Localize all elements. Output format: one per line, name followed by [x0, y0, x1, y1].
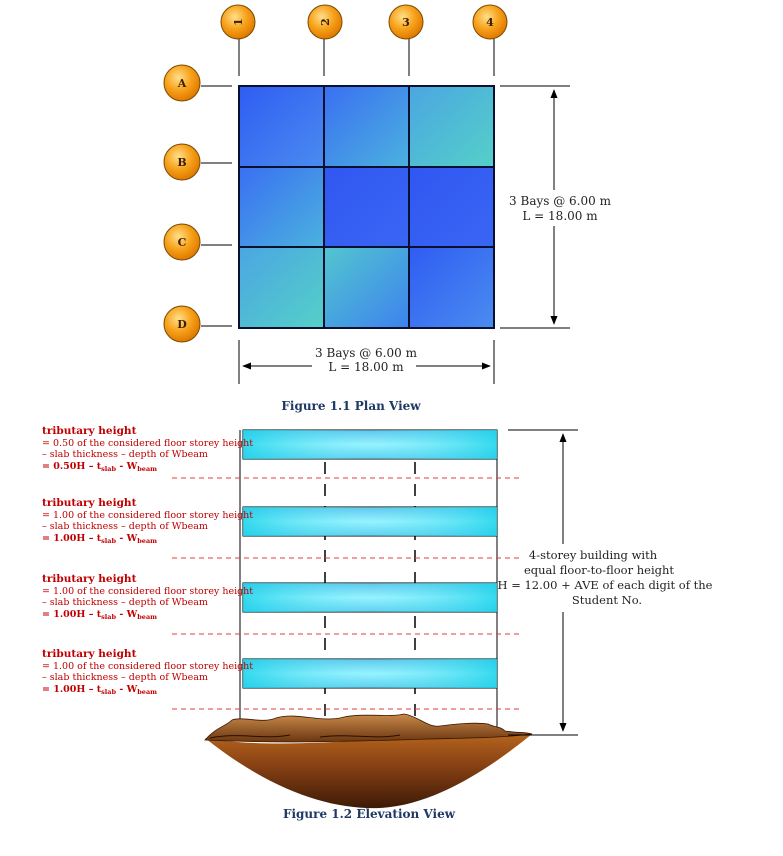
tributary-note-2	[42, 497, 253, 545]
trib-2-title: tributary height	[42, 497, 137, 509]
column-bubble-3	[389, 5, 423, 39]
row-bubble-d	[164, 306, 200, 342]
dim-bottom-line2: L = 18.00 m	[328, 360, 404, 374]
plan-caption: Figure 1.1 Plan View	[281, 399, 421, 413]
note-line1: 4-storey building with	[528, 548, 658, 562]
row-bubble-b	[164, 144, 200, 180]
tributary-note-4	[42, 648, 253, 696]
building-height-note	[498, 548, 713, 607]
floor-slab-roof	[243, 430, 497, 459]
trib-4-line2: – slab thickness – depth of Wbeam	[42, 672, 208, 683]
dimension-right	[500, 86, 612, 328]
note-line4: Student No.	[571, 593, 643, 607]
ground	[205, 714, 532, 808]
trib-4-title: tributary height	[42, 648, 137, 660]
trib-3-formula: = $1.00H - t_{slab} - W_{beam}$	[42, 609, 158, 621]
trib-4-formula: = $1.00H - t_{slab} - W_{beam}$	[42, 684, 158, 696]
elevation-caption: Figure 1.2 Elevation View	[282, 807, 456, 821]
dim-right-line2: L = 18.00 m	[522, 209, 598, 223]
row-label-c: C	[177, 236, 187, 249]
tributary-note-3	[42, 573, 253, 621]
plan-grid-cells	[239, 86, 494, 328]
row-bubble-a	[164, 65, 200, 101]
trib-3-line2: – slab thickness – depth of Wbeam	[42, 597, 208, 608]
trib-1-line2: – slab thickness – depth of Wbeam	[42, 449, 208, 460]
floor-slab-3	[243, 507, 497, 536]
trib-1-formula: = $0.50H - t_{slab} - W_{beam}$	[42, 461, 158, 473]
column-bubble-1	[221, 5, 255, 39]
row-label-b: B	[177, 156, 187, 169]
dimension-bottom	[239, 340, 494, 384]
trib-1-line1: = 0.50 of the considered floor storey height	[42, 438, 254, 449]
note-line2: equal floor-to-floor height	[523, 563, 675, 577]
elevation-view	[42, 425, 713, 821]
dim-bottom-line1: 3 Bays @ 6.00 m	[315, 346, 417, 360]
column-bubble-4	[473, 5, 507, 39]
floor-slab-2	[243, 583, 497, 612]
column-bubble-2	[308, 5, 342, 39]
dim-right-line1: 3 Bays @ 6.00 m	[509, 194, 611, 208]
row-bubble-c	[164, 224, 200, 260]
tributary-note-1	[42, 425, 253, 473]
trib-2-formula: = $1.00H - t_{slab} - W_{beam}$	[42, 533, 158, 545]
column-label-3: 3	[402, 16, 410, 29]
trib-3-title: tributary height	[42, 573, 137, 585]
row-label-d: D	[177, 318, 187, 331]
trib-3-line1: = 1.00 of the considered floor storey height	[42, 586, 254, 597]
column-label-2: 2	[319, 18, 332, 26]
floor-slab-1	[243, 659, 497, 688]
row-label-a: A	[177, 77, 187, 90]
column-label-1: 1	[232, 18, 245, 26]
note-line3: H = 12.00 + AVE of each digit of the	[497, 578, 713, 592]
column-gridline-stubs	[239, 38, 494, 76]
trib-2-line2: – slab thickness – depth of Wbeam	[42, 521, 208, 532]
trib-2-line1: = 1.00 of the considered floor storey height	[42, 510, 254, 521]
trib-4-line1: = 1.00 of the considered floor storey height	[42, 661, 254, 672]
plan-view	[164, 5, 612, 413]
column-label-4: 4	[486, 16, 494, 29]
row-gridline-stubs	[201, 86, 232, 326]
trib-1-title: tributary height	[42, 425, 137, 437]
